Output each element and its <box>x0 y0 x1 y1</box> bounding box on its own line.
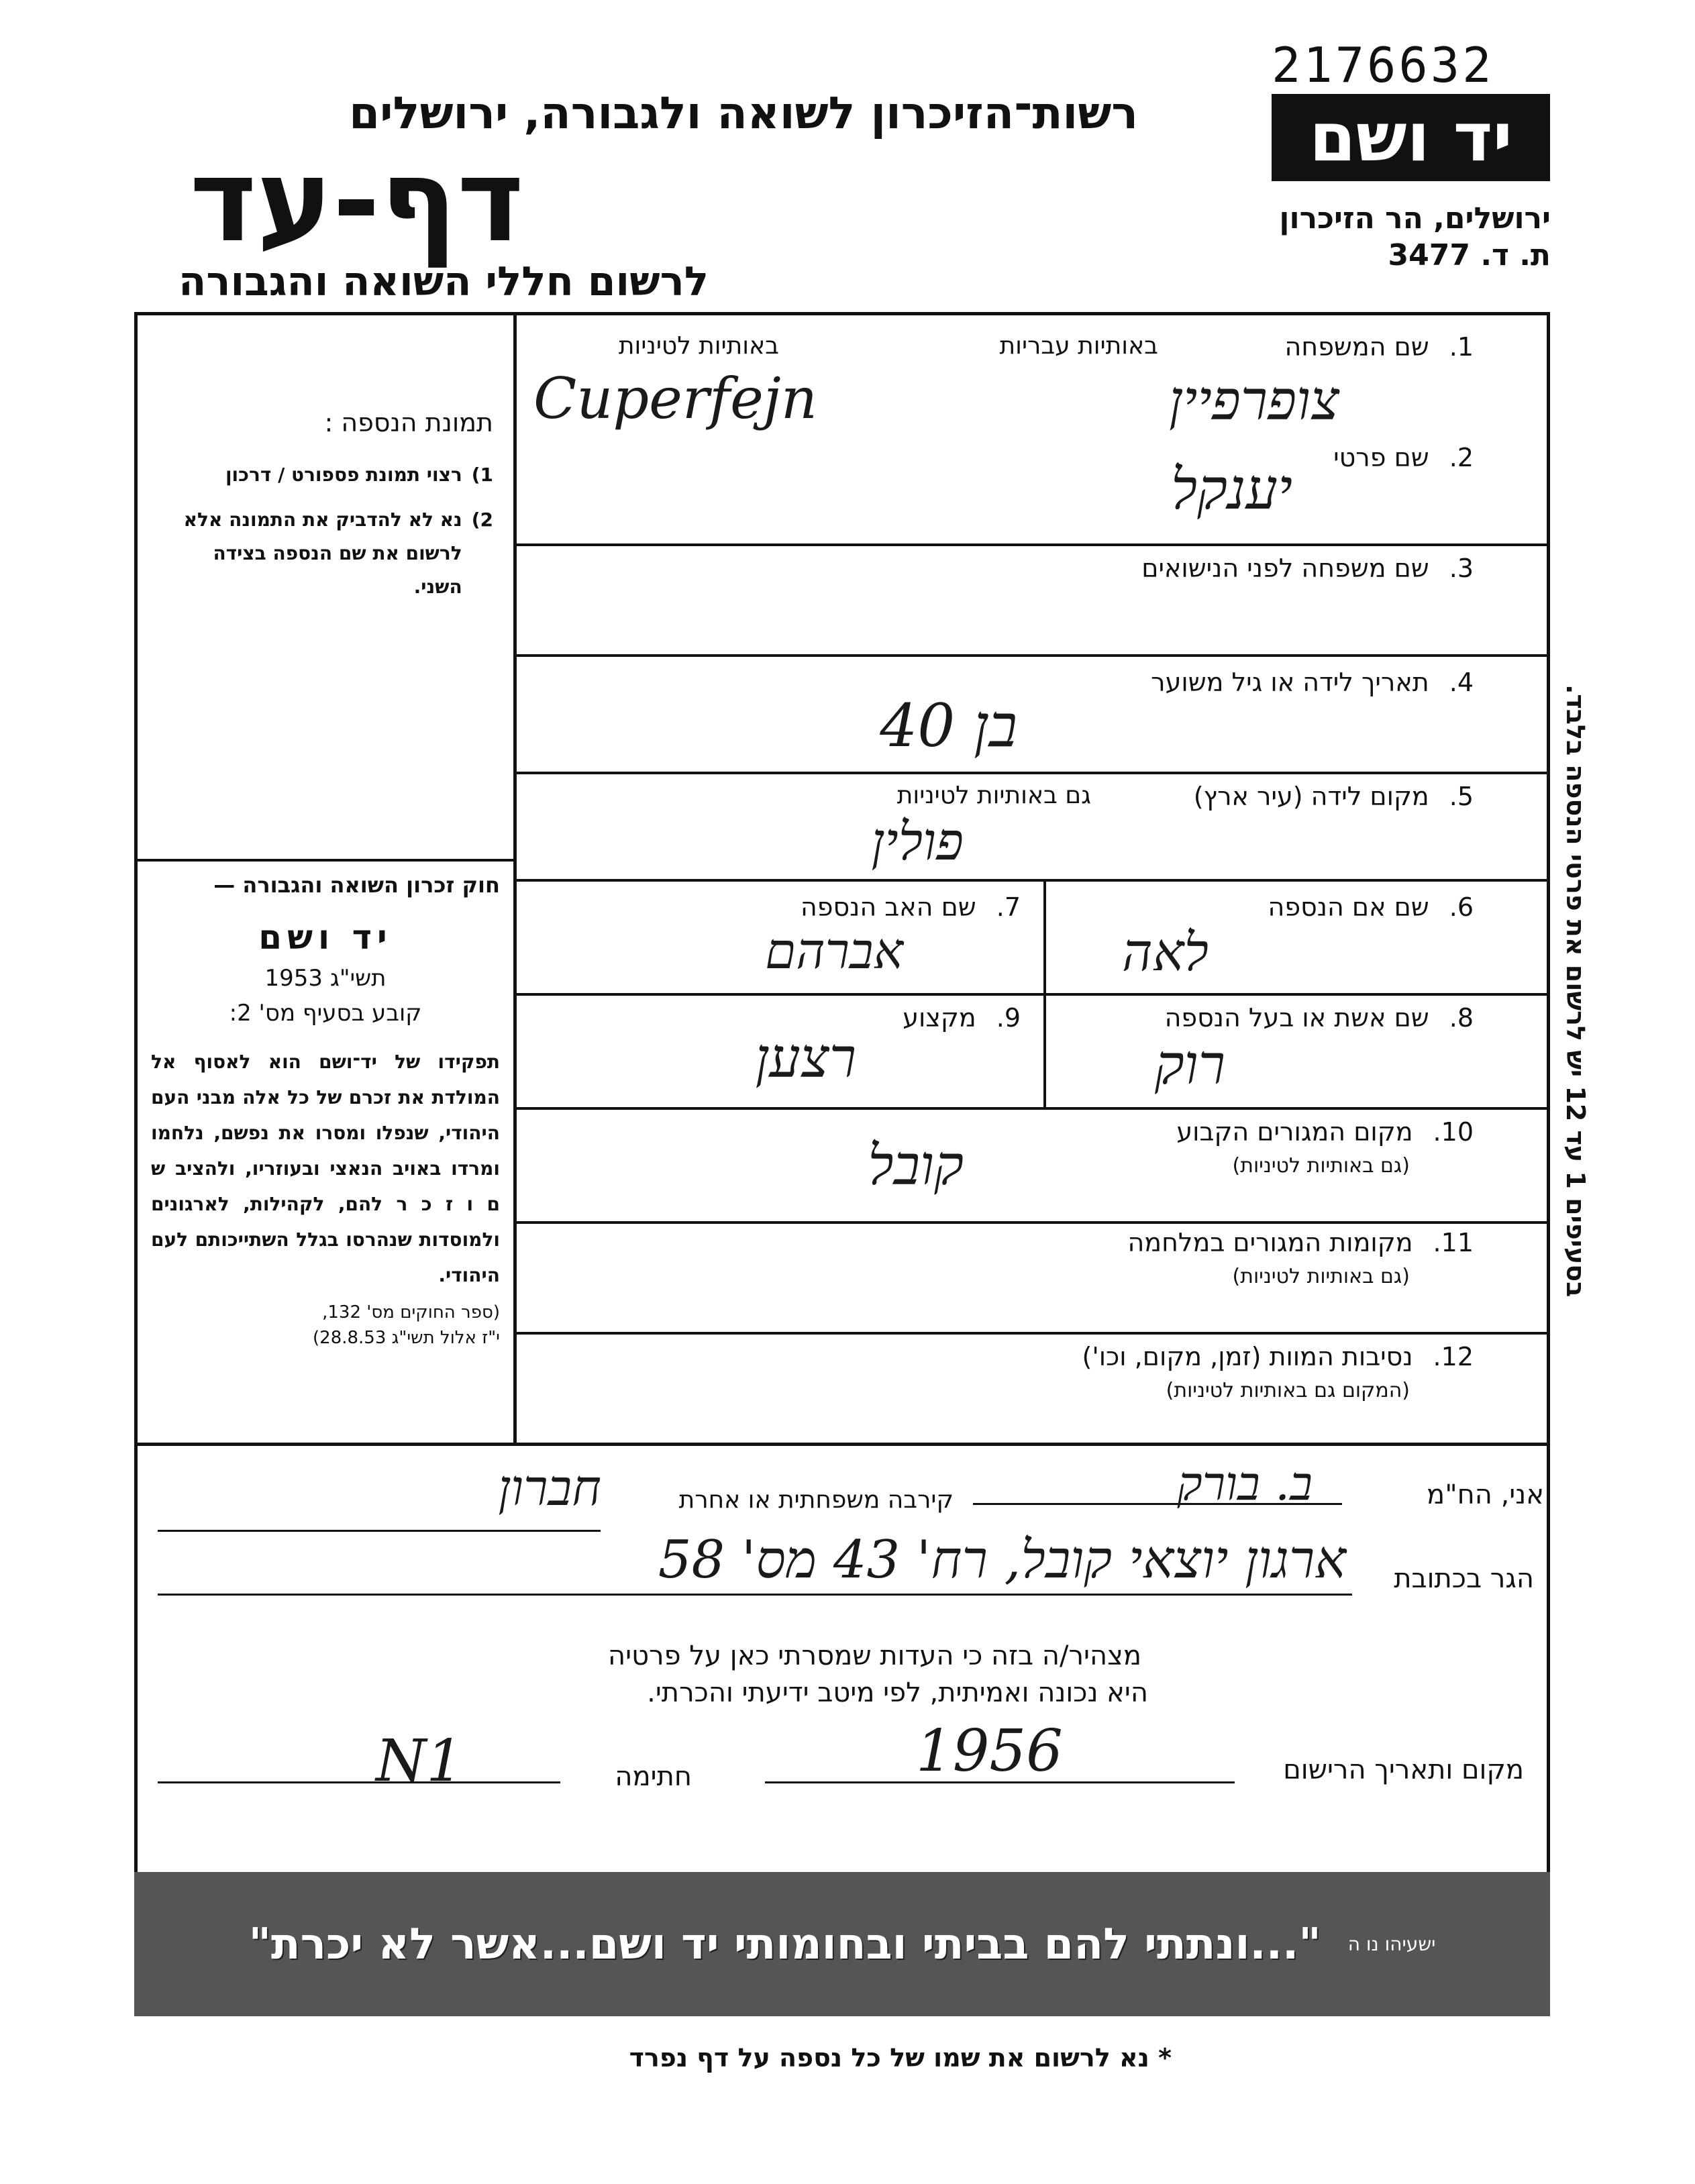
row-sep-8 <box>517 1221 1550 1224</box>
photo-box <box>151 403 493 604</box>
field-7-value: אברהם <box>765 923 903 980</box>
field-1-label <box>1285 332 1474 362</box>
field-6-value: לאה <box>1122 923 1209 983</box>
field-4-number: 4. <box>1449 668 1474 697</box>
law-name: יד ושם <box>258 918 393 957</box>
form-title: דף-עד <box>189 135 524 268</box>
authority-line: רשות־הזיכרון לשואה ולגבורה, ירושלים <box>349 87 1138 139</box>
field-2-number: 2. <box>1449 443 1474 472</box>
declaration-relation-value: חברון <box>498 1459 601 1517</box>
field-1-sub-latin: באותיות לטיניות <box>618 332 779 360</box>
row-sep-3 <box>517 654 1550 657</box>
field-7-label <box>801 892 1021 922</box>
field-12-label <box>1082 1342 1474 1371</box>
field-1-value-hebrew: צופרפיין <box>1168 369 1339 433</box>
field-1-sub-hebrew: באותיות עבריות <box>999 332 1158 360</box>
field-6-number: 6. <box>1449 892 1474 922</box>
address-line-1: ירושלים, הר הזיכרון <box>1279 201 1551 236</box>
law-ref-1: (ספר החוקים מס' 132, <box>322 1302 500 1322</box>
field-12-text: נסיבות המוות (זמן, מקום, וכו') <box>1082 1342 1413 1371</box>
declaration-i-value: ב. בורק <box>1177 1456 1313 1511</box>
photo-note-2: נא לא להדביק את התמונה אלא לרשום את שם הנספה בצידה השני. <box>183 509 462 598</box>
yad-vashem-logo <box>1272 94 1550 181</box>
place-date-value: 1956 <box>916 1718 1063 1785</box>
law-year: תשי"ג 1953 <box>264 965 387 992</box>
declaration-statement-2: היא נכונה ואמיתית, לפי מיטב ידיעתי והכרתי. <box>647 1677 1148 1708</box>
declaration-relation-label: קירבה משפחתית או אחרת <box>678 1486 954 1514</box>
field-2-label <box>1333 443 1474 472</box>
field-3-number: 3. <box>1449 554 1474 583</box>
field-5-number: 5. <box>1449 782 1474 811</box>
field-1-text: שם המשפחה <box>1284 332 1429 362</box>
field-12-sub: (המקום גם באותיות לטיניות) <box>1166 1379 1410 1402</box>
field-4-label <box>1151 668 1474 697</box>
footer-note: * נא לרשום את שמו של כל נספה על דף נפרד <box>629 2043 1172 2073</box>
document-number: 2176632 <box>1272 37 1494 93</box>
field-10-sub: (גם באותיות לטיניות) <box>1232 1154 1410 1178</box>
field-11-number: 11. <box>1433 1228 1474 1257</box>
field-2-value: יענקל <box>1170 456 1292 522</box>
row-sep-2 <box>517 543 1550 546</box>
field-7-text: שם האב הנספה <box>800 892 976 922</box>
signature-value: N1 <box>376 1728 463 1795</box>
place-date-label: מקום ותאריך הרישום <box>1283 1755 1524 1785</box>
row-sep-5 <box>517 879 1550 882</box>
banner-quote: "...ונתתי להם בביתי ובחומותי יד ושם...אשר לא יכרת" <box>248 1919 1321 1969</box>
row-sep-6 <box>517 993 1550 996</box>
field-8-text: שם אשת או בעל הנספה <box>1164 1003 1429 1033</box>
field-10-label <box>1176 1117 1474 1147</box>
field-4-text: תאריך לידה או גיל משוער <box>1151 668 1429 697</box>
field-8-label <box>1165 1003 1474 1033</box>
declaration-statement-1: מצהיר/ה בזה כי העדות שמסרתי כאן על פרטיה <box>608 1641 1141 1671</box>
relation-underline <box>158 1530 601 1532</box>
field-9-text: מקצוע <box>903 1003 976 1033</box>
field-8-number: 8. <box>1449 1003 1474 1033</box>
field-10-number: 10. <box>1433 1117 1474 1147</box>
declaration-i-label: אני, הח"מ <box>1427 1479 1544 1510</box>
photo-note-1-number: 1) <box>471 464 493 486</box>
field-10-value: קובל <box>868 1134 964 1198</box>
left-column-split <box>134 859 517 862</box>
field-6-label <box>1268 892 1474 922</box>
photo-note-2-number: 2) <box>471 509 493 531</box>
field-11-sub: (גם באותיות לטיניות) <box>1232 1265 1410 1288</box>
quote-banner <box>134 1872 1550 2016</box>
field-8-value: רוק <box>1154 1033 1225 1097</box>
field-9-number: 9. <box>996 1003 1021 1033</box>
row-sep-4 <box>517 772 1550 774</box>
field-5-text: מקום לידה (עיר ארץ) <box>1193 782 1429 811</box>
field-5-sub: גם באותיות לטיניות <box>896 782 1091 809</box>
field-1-value-latin: Cuperfejn <box>533 366 817 431</box>
form-subtitle: לרשום חללי השואה והגבורה <box>178 258 709 305</box>
field-4-value: בן 40 <box>880 691 1017 760</box>
row-sep-7 <box>517 1107 1550 1110</box>
row-middle-split <box>1043 879 1046 1107</box>
photo-note-1: רצוי תמונת פספורט / דרכון <box>225 464 462 486</box>
field-2-text: שם פרטי <box>1333 443 1429 472</box>
side-note: בסעיפים 1 עד 12 יש לרשום את פרטי הנספה בלבד. <box>1561 684 1590 1298</box>
field-3-label <box>1141 554 1474 583</box>
declaration-address-label: הגר בכתובת <box>1394 1563 1534 1594</box>
photo-title: תמונת הנספה : <box>324 408 493 437</box>
field-9-label <box>903 1003 1021 1033</box>
field-7-number: 7. <box>996 892 1021 922</box>
declaration-address-value: ארגון יוצאי קובל, רח' 43 מס' 58 <box>658 1530 1346 1590</box>
law-box <box>151 872 500 1348</box>
top-section-bottom <box>134 1443 1550 1446</box>
field-1-number: 1. <box>1449 332 1474 362</box>
signature-label: חתימה <box>615 1761 692 1792</box>
address-line-2: ת. ד. 3477 <box>1388 238 1551 272</box>
logo-text: יד ושם <box>1309 98 1512 176</box>
law-ref-2: י"ז אלול תשי"ג 28.8.53) <box>313 1328 500 1348</box>
signature-underline <box>158 1781 560 1783</box>
banner-source: ישעיהו נו ה <box>1347 1933 1436 1955</box>
address-underline <box>158 1594 1352 1596</box>
row-sep-9 <box>517 1332 1550 1335</box>
field-12-number: 12. <box>1433 1342 1474 1371</box>
field-11-label <box>1127 1228 1474 1257</box>
field-3-text: שם משפחה לפני הנישואים <box>1141 554 1429 583</box>
field-11-text: מקומות המגורים במלחמה <box>1127 1228 1413 1257</box>
law-title: חוק זכרון השואה והגבורה — <box>213 872 500 898</box>
field-9-value: רצען <box>755 1027 856 1090</box>
field-6-text: שם אם הנספה <box>1268 892 1429 922</box>
field-5-label <box>1194 782 1474 811</box>
law-section: קובע בסעיף מס' 2: <box>229 1000 422 1027</box>
field-10-text: מקום המגורים הקבוע <box>1176 1117 1413 1147</box>
field-5-value: פולין <box>871 812 964 872</box>
law-body: תפקידו של יד־ושם הוא לאסוף אל המולדת את זכרם של כל אלה מבני העם היהודי, שנפלו ומסרו את נפשם, נלחמו ומרדו באויב הנאצי ובעוזריו, ולהציב ש ם ו ז כ ר להם, לקהילות, לארגונים ולמוסדות שנהרסו בגלל השתייכותם לעם היהודי. <box>151 1051 500 1286</box>
